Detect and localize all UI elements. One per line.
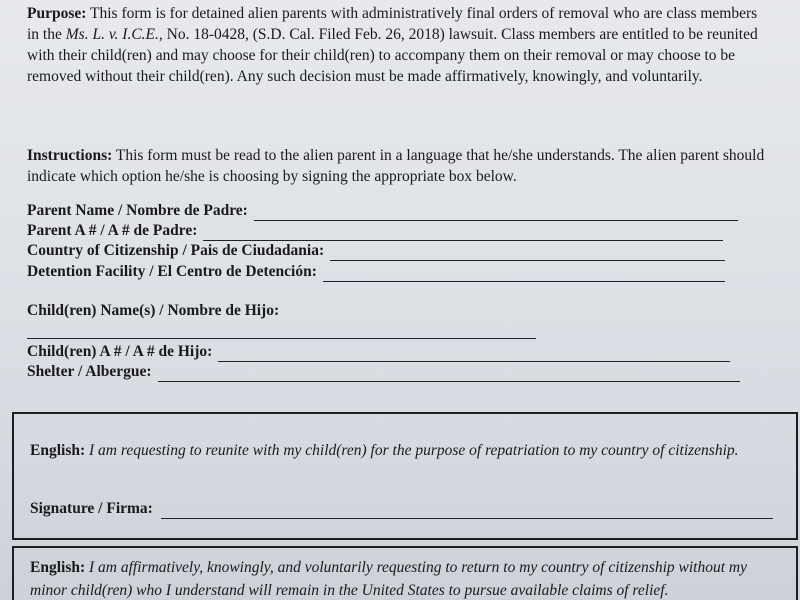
- parent-name-field[interactable]: [27, 201, 738, 221]
- shelter-field[interactable]: [27, 362, 740, 382]
- return-language-label: English:: [30, 559, 86, 576]
- detention-facility-label: Detention Facility / El Centro de Detención:: [27, 263, 317, 280]
- parent-a-number-input-line[interactable]: [203, 226, 723, 241]
- children-a-number-input-line[interactable]: [218, 347, 730, 362]
- instructions-heading: Instructions:: [27, 147, 113, 164]
- case-name: Ms. L. v. I.C.E.: [65, 26, 159, 43]
- children-names-input-line[interactable]: [27, 337, 536, 339]
- return-statement: [30, 556, 785, 600]
- detention-facility-field[interactable]: [27, 262, 725, 282]
- parent-a-number-label: Parent A # / A # de Padre:: [27, 222, 198, 239]
- detention-facility-input-line[interactable]: [323, 267, 725, 282]
- instructions-text: This form must be read to the alien parent in a language that he/she understands. The alien parent should indicate which option he/she is choosing by signing the appropriate box below.: [27, 147, 765, 185]
- instructions-paragraph: [27, 145, 772, 187]
- purpose-heading: Purpose:: [27, 5, 87, 22]
- children-names-field: [27, 301, 279, 321]
- reunite-statement: [30, 439, 785, 462]
- return-without-children-box: [12, 546, 798, 600]
- reunite-signature-label: Signature / Firma:: [30, 500, 153, 517]
- children-a-number-label: Child(ren) A # / A # de Hijo:: [27, 343, 213, 360]
- parent-a-number-field[interactable]: [27, 221, 723, 241]
- children-names-label: Child(ren) Name(s) / Nombre de Hijo:: [27, 302, 280, 319]
- reunite-statement-text: I am requesting to reunite with my child(ren) for the purpose of repatriation to my country of citizenship.: [85, 442, 739, 459]
- shelter-label: Shelter / Albergue:: [27, 363, 152, 380]
- shelter-input-line[interactable]: [158, 367, 740, 382]
- parent-name-label: Parent Name / Nombre de Padre:: [27, 202, 248, 219]
- reunite-signature-field[interactable]: [30, 498, 773, 519]
- country-citizenship-label: Country of Citizenship / Pais de Ciudadania:: [27, 242, 325, 259]
- reunite-language-label: English:: [30, 442, 86, 459]
- children-a-number-field[interactable]: [27, 342, 730, 362]
- purpose-paragraph: [27, 3, 772, 87]
- country-citizenship-field[interactable]: [27, 241, 725, 261]
- purpose-text-pre: This form is for detained alien parents with administratively final orders of removal who are class members in the: [27, 5, 758, 43]
- reunite-signature-line[interactable]: [161, 504, 773, 519]
- reunite-option-box: [12, 412, 798, 540]
- parent-name-input-line[interactable]: [254, 206, 738, 221]
- purpose-text-post: , No. 18-0428, (S.D. Cal. Filed Feb. 26, 2018) lawsuit. Class members are entitled to be reunited with their child(ren) and may choose for their child(ren) to accompany them on their removal or may choose to be removed without their child(ren). Any such decision must be made affirmatively, knowingly, and voluntarily.: [27, 26, 758, 85]
- return-statement-text: I am affirmatively, knowingly, and voluntarily requesting to return to my country of citizenship without my minor child(ren) who I understand will remain in the United States to pursue available claims of relief.: [30, 559, 747, 599]
- country-citizenship-input-line[interactable]: [330, 246, 725, 261]
